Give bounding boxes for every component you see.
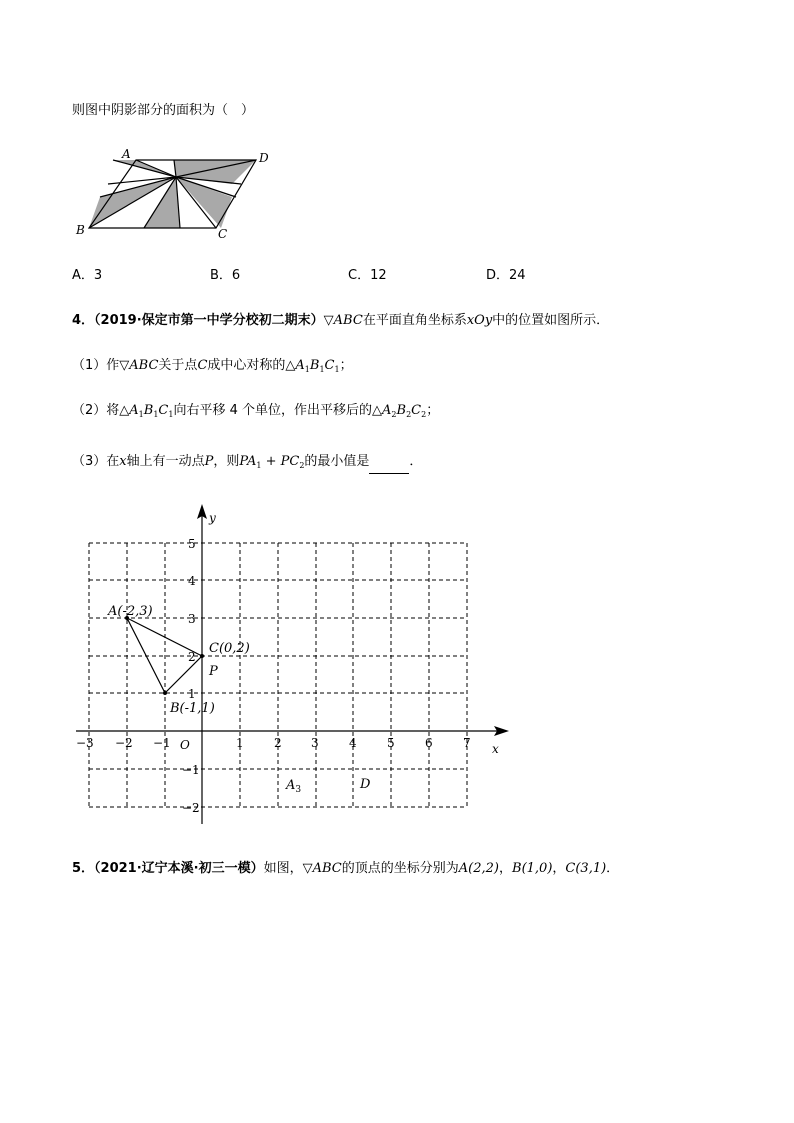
y-tick: 4	[188, 574, 196, 588]
q4-part1-e: ；	[339, 358, 353, 373]
x-tick: 4	[349, 736, 357, 750]
point-c	[200, 654, 204, 658]
q5-stem-b: 的顶点的坐标分别为	[341, 861, 459, 876]
q4-part1	[72, 358, 353, 378]
q5-source: 5．（2021·辽宁本溪·初三一模）	[72, 861, 264, 876]
q4-part3-e: ．	[409, 454, 423, 469]
y-tick: −1	[182, 763, 200, 777]
label-c: C(0,2)	[209, 641, 250, 656]
q5-point-a: A(2,2)	[458, 861, 499, 876]
y-tick: 5	[188, 537, 196, 551]
y-tick: 1	[188, 687, 196, 701]
q4-part1-triangle: ▽ABC	[119, 358, 159, 373]
q4-part3	[72, 454, 422, 474]
q4-part1-d: 成中心对称的△	[207, 358, 296, 373]
q4-part3-d: 的最小值是	[304, 454, 370, 469]
option-d: D．24	[486, 268, 526, 283]
parallelogram-figure	[72, 145, 282, 240]
q4-part2-b: 向右平移 4 个单位，作出平移后的△	[173, 403, 383, 418]
q5-end: ．	[606, 861, 620, 876]
x-tick: 3	[311, 736, 319, 750]
q5-stem	[72, 861, 619, 877]
label-b: B(-1,1)	[170, 701, 215, 716]
label-a3: $A_3$	[286, 778, 302, 795]
q5-stem-a: 如图，	[263, 861, 303, 876]
option-c: C．12	[348, 268, 387, 283]
q4-part3-a: （3）在	[72, 454, 120, 469]
q4-stem-mid: 在平面直角坐标系	[362, 313, 467, 328]
x-tick: 5	[387, 736, 395, 750]
q4-part3-c: ，则	[213, 454, 240, 469]
q4-part1-b: 关于点	[158, 358, 198, 373]
q4-triangle: ▽ABC	[323, 313, 363, 328]
y-axis-label: y	[209, 511, 216, 525]
vertex-label-c: C	[218, 227, 228, 240]
q4-part3-x: x	[119, 454, 127, 469]
x-tick: −2	[115, 736, 133, 750]
q4-source: 4．（2019·保定市第一中学分校初二期末）	[72, 313, 324, 328]
q4-part2	[72, 403, 439, 423]
x-axis-label: x	[492, 742, 499, 756]
q4-part2-triangle-a1b1c1: $A_1B_1C_1$	[129, 403, 174, 419]
q4-part2-c: ；	[426, 403, 440, 418]
x-tick: −3	[76, 736, 94, 750]
origin-label: O	[180, 738, 190, 752]
vertex-label-a: A	[122, 147, 131, 161]
q5-point-c: C(3,1)	[565, 861, 607, 876]
q4-part1-a: （1）作	[72, 358, 120, 373]
y-tick: −2	[182, 801, 200, 815]
q4-stem	[72, 313, 609, 329]
q4-stem-end: 中的位置如图所示．	[492, 313, 610, 328]
x-tick: 6	[425, 736, 433, 750]
q4-part1-triangle-a1b1c1: $A_1B_1C_1$	[295, 358, 340, 374]
answer-blank	[369, 461, 409, 474]
q4-coord-system: xOy	[466, 313, 493, 328]
x-tick: 7	[463, 736, 471, 750]
q5-triangle: ▽ABC	[302, 861, 342, 876]
vertex-label-d: D	[259, 151, 269, 165]
q4-part1-point: C	[197, 358, 208, 373]
coordinate-graph	[60, 500, 530, 840]
option-b: B．6	[210, 268, 241, 283]
q5-point-b: B(1,0)	[512, 861, 553, 876]
vertex-label-b: B	[76, 223, 85, 237]
q4-part3-b: 轴上有一动点	[126, 454, 205, 469]
option-a: A．3	[72, 268, 103, 283]
x-tick: 1	[236, 736, 244, 750]
q4-part3-p: P	[204, 454, 214, 469]
q4-part2-a: （2）将△	[72, 403, 130, 418]
label-a: A(-2,3)	[108, 604, 153, 619]
q4-part3-expression: $PA_1 + PC_2$	[239, 454, 305, 470]
y-tick: 2	[188, 650, 196, 664]
y-tick: 3	[188, 612, 196, 626]
x-tick: 2	[274, 736, 282, 750]
q5-separator: ，	[499, 861, 513, 876]
point-b	[163, 691, 167, 695]
label-d: D	[360, 777, 371, 792]
q5-separator: ，	[552, 861, 566, 876]
label-p: P	[209, 664, 218, 679]
q4-part2-triangle-a2b2c2: $A_2B_2C_2$	[382, 403, 427, 419]
x-tick: −1	[153, 736, 171, 750]
q3-prompt: 则图中阴影部分的面积为（ ）	[72, 103, 255, 118]
